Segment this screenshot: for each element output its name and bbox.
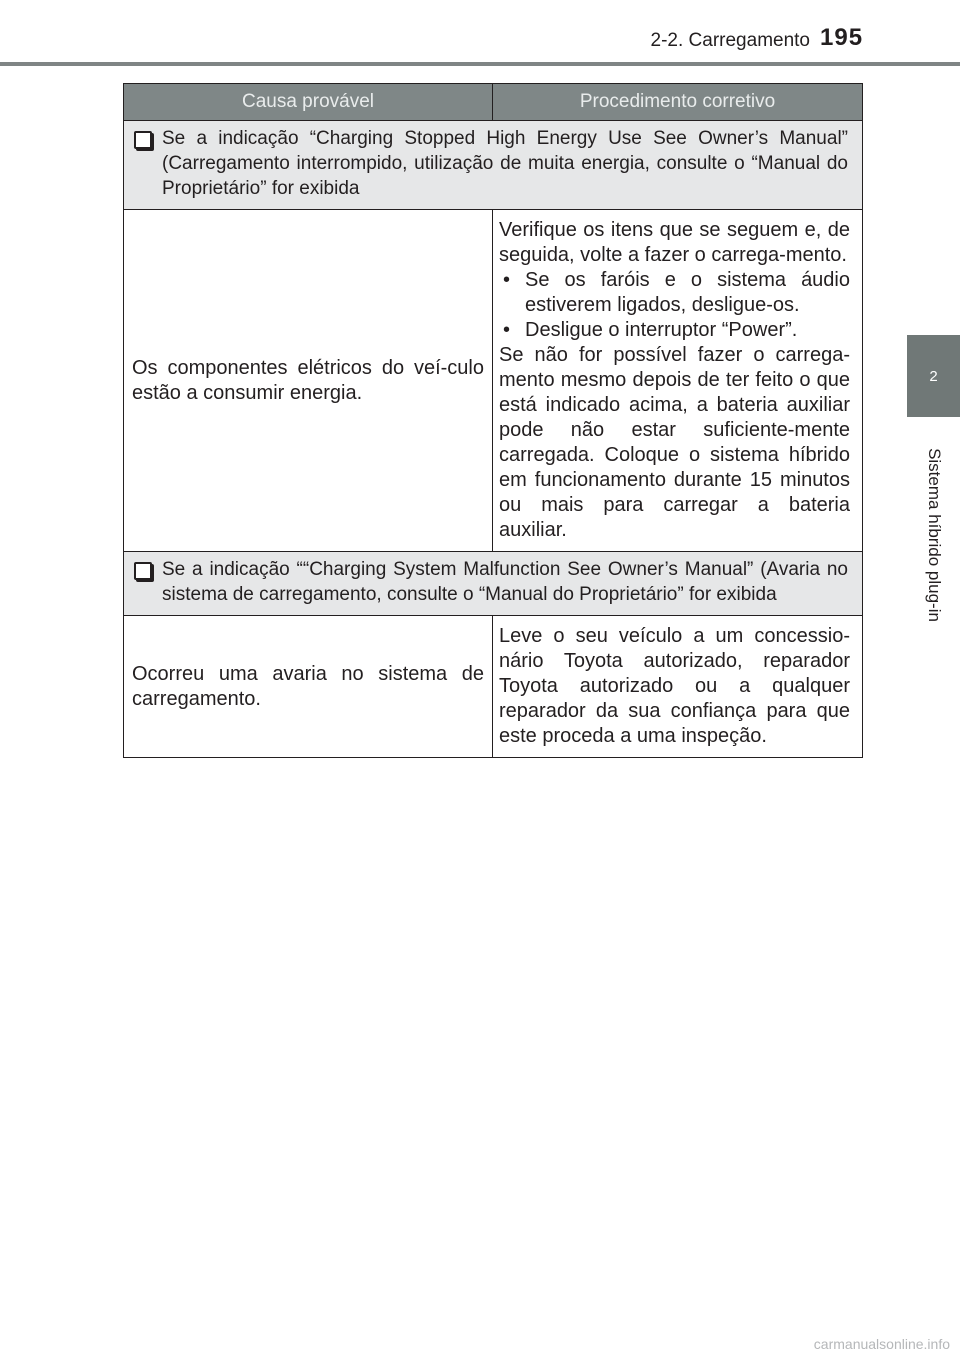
column-header-cause: Causa provável <box>124 84 493 121</box>
procedure-cell <box>493 210 863 552</box>
chapter-tab-number: 2 <box>929 367 938 385</box>
procedure-bullet: • Desligue o interruptor “Power”. <box>499 318 850 343</box>
column-header-procedure: Procedimento corretivo <box>493 84 863 121</box>
procedure-bullet-list <box>499 268 850 343</box>
cause-cell: Ocorreu uma avaria no sistema de carregamento. <box>124 616 493 758</box>
condition-text: Se a indicação ““Charging System Malfunction See Owner’s Manual” (Avaria no sistema de carregamento, consulte o “Manual do Proprietário” for exibida <box>162 559 848 605</box>
page-number: 195 <box>820 24 864 51</box>
table-header-row <box>124 84 863 121</box>
checkbox-bullet-icon <box>134 562 152 580</box>
chapter-side-label <box>907 420 960 650</box>
condition-cell <box>124 552 863 616</box>
checkbox-bullet-icon <box>134 131 152 149</box>
header-section-title: 2-2. Carregamento <box>650 30 810 51</box>
condition-row <box>124 121 863 210</box>
condition-cell <box>124 121 863 210</box>
header-rule <box>0 62 960 66</box>
table-row <box>124 210 863 552</box>
table-row <box>124 616 863 758</box>
chapter-tab[interactable] <box>907 335 960 417</box>
troubleshooting-table <box>123 83 863 758</box>
condition-text: Se a indicação “Charging Stopped High Energy Use See Owner’s Manual” (Carregamento interrompido, utilização de muita energia, consulte o “Manual do Proprietário” for exibida <box>162 128 848 199</box>
condition-row <box>124 552 863 616</box>
procedure-cell <box>493 616 863 758</box>
cause-cell: Os componentes elétricos do veí-culo estão a consumir energia. <box>124 210 493 552</box>
chapter-side-label-text: Sistema híbrido plug-in <box>924 448 944 622</box>
procedure-bullet: • Se os faróis e o sistema áudio estiverem ligados, desligue-os. <box>499 268 850 318</box>
procedure-intro: Leve o seu veículo a um concessio-nário Toyota autorizado, reparador Toyota autorizado ou a qualquer reparador da sua confiança para que este proceda a uma inspeção. <box>499 625 850 747</box>
procedure-intro: Verifique os itens que se seguem e, de seguida, volte a fazer o carrega-mento. <box>499 219 850 266</box>
procedure-outro: Se não for possível fazer o carrega-mento mesmo depois de ter feito o que está indicado acima, a bateria auxiliar pode não estar suficiente-mente carregada. Coloque o sistema híbrido em funcionamento durante 15 minutos ou mais para carregar a bateria auxiliar. <box>499 344 850 541</box>
watermark-link[interactable]: carmanualsonline.info <box>813 1336 950 1352</box>
